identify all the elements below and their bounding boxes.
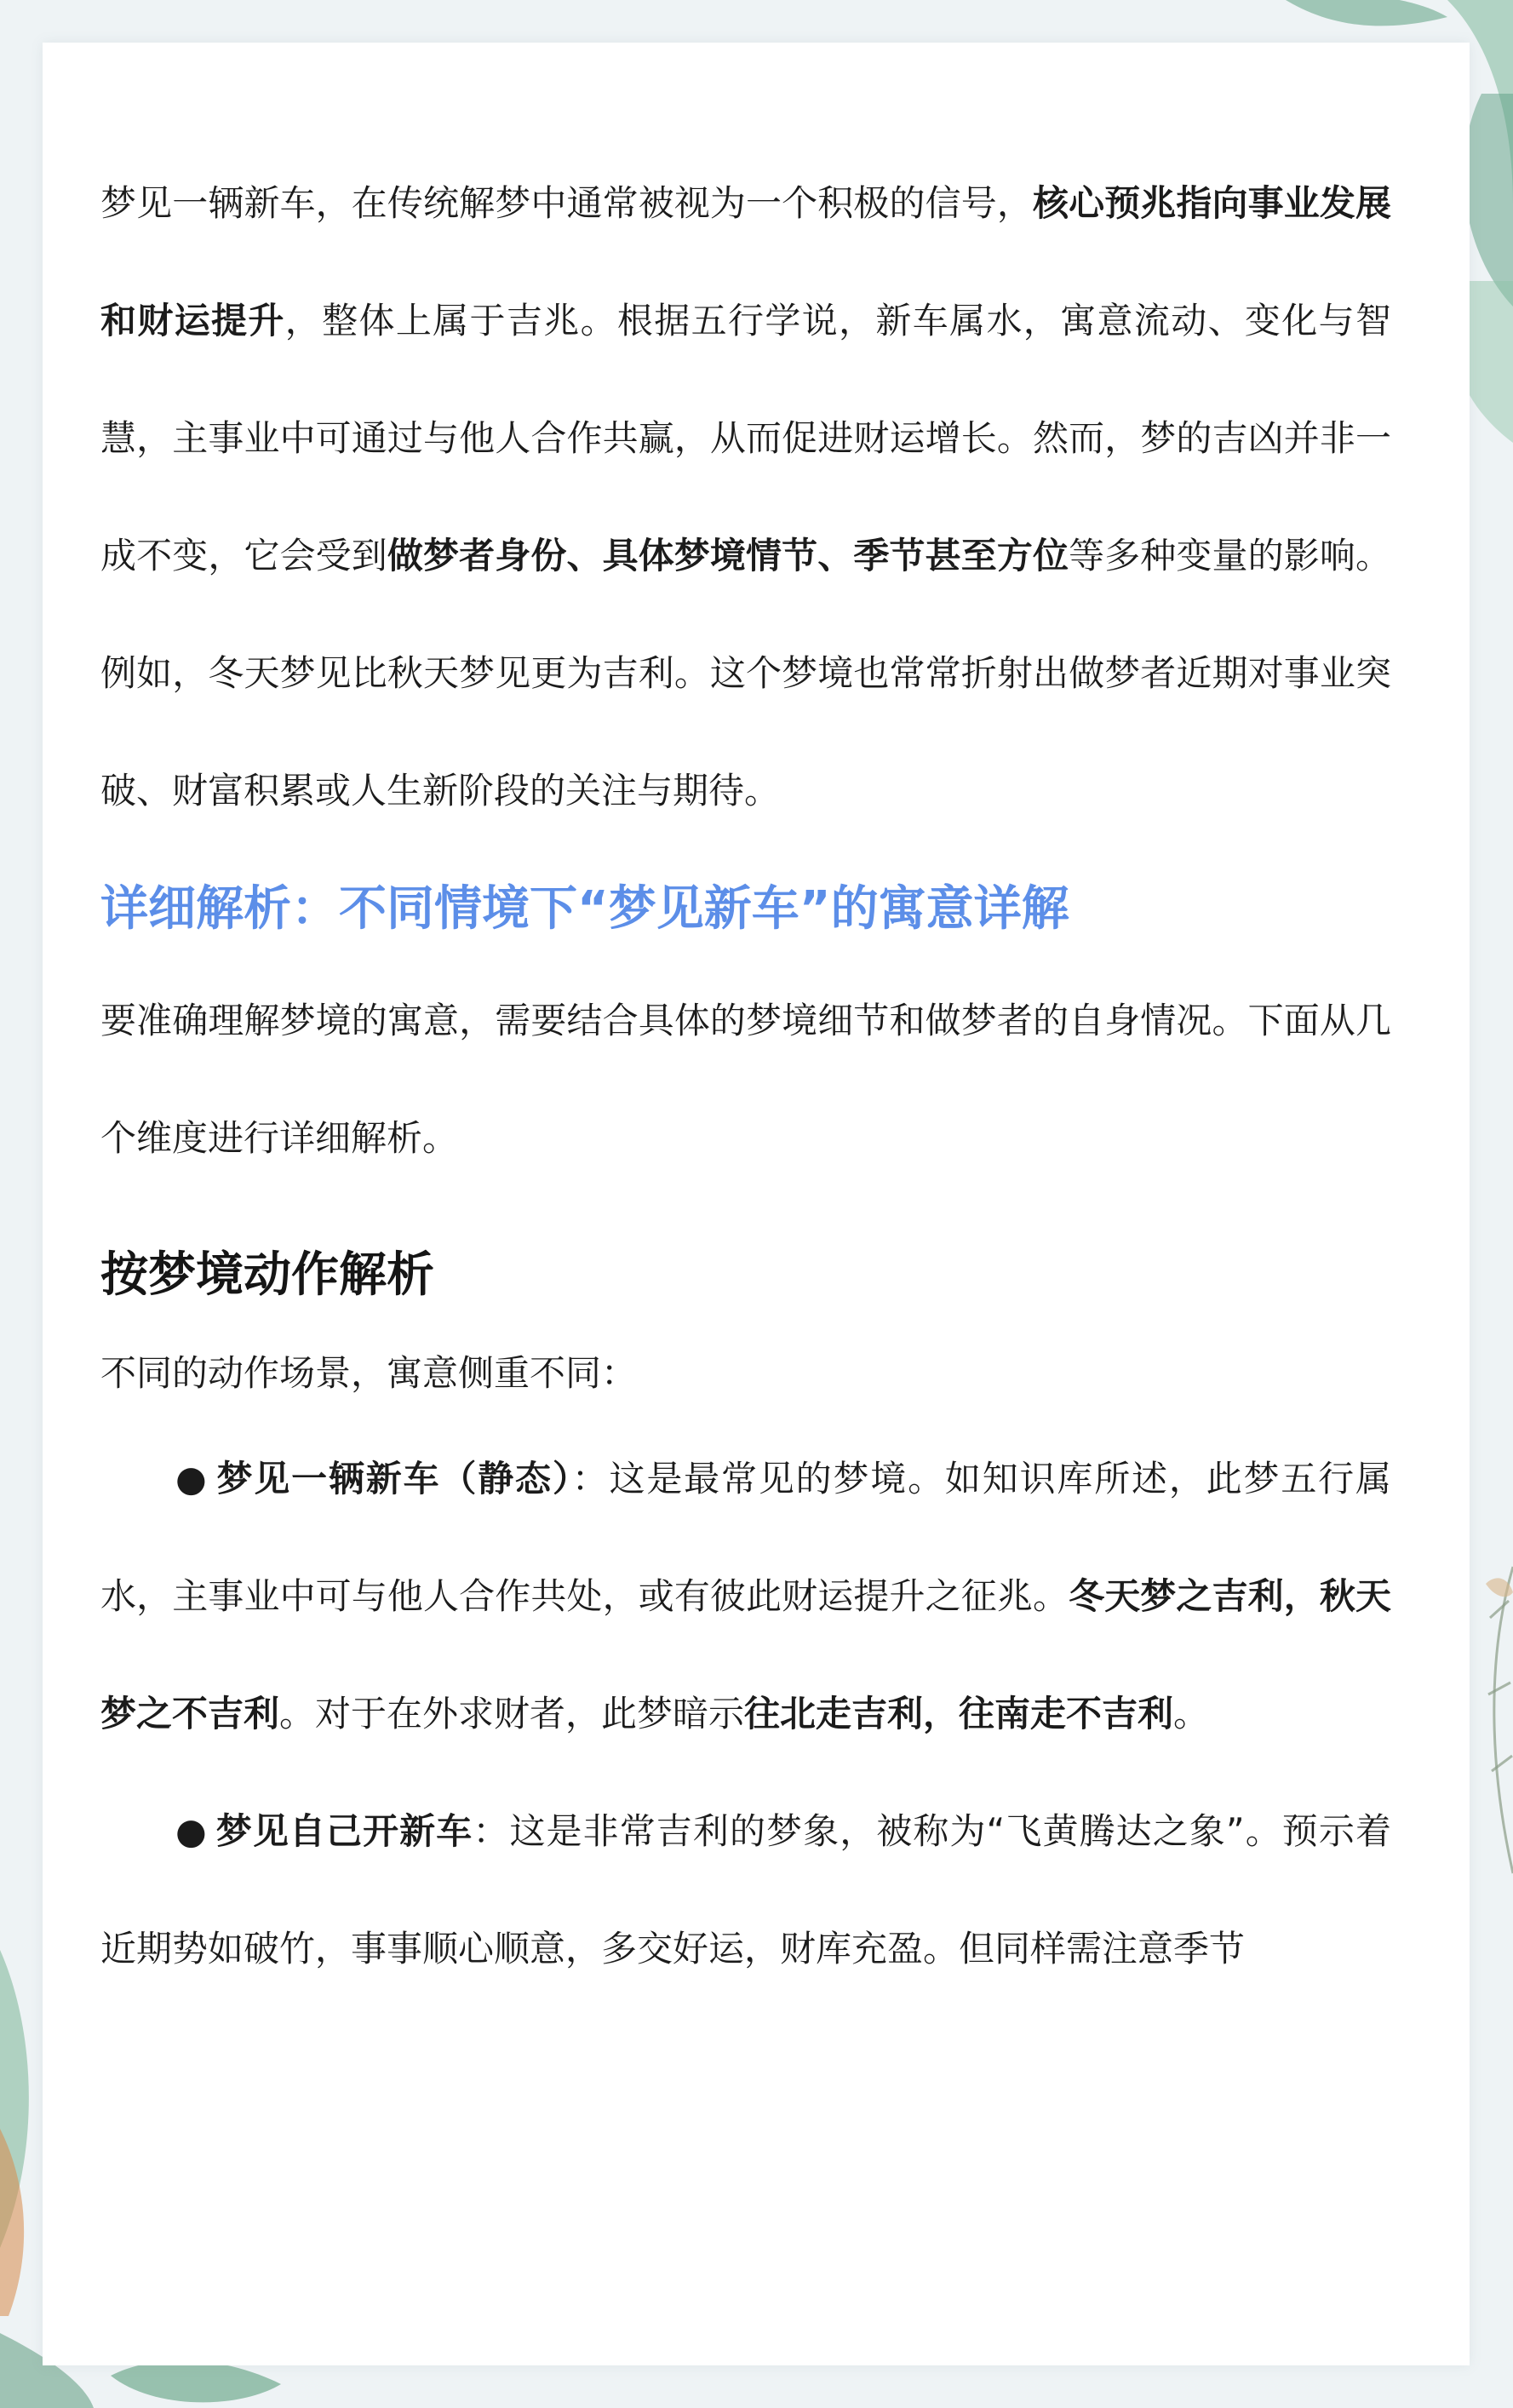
section-heading-detailed-analysis: 详细解析：不同情境下“梦见新车”的寓意详解 bbox=[100, 881, 1069, 937]
item1-text-1: 这是最常见的梦境。如知识库所述，此梦五行属水，主事业中可与他人合作共处，或有彼此财运提升之征兆。 bbox=[100, 1458, 1391, 1617]
article-card bbox=[43, 43, 1470, 2365]
item1-colon: ： bbox=[571, 1458, 610, 1499]
item2-text-1: 这是非常吉利的梦象，被称为“飞黄腾达之象”。预示着近期势如破竹，事事顺心顺意，多交好运，财库充盈。但同样需注意季节 bbox=[100, 1810, 1391, 1969]
intro-paragraph bbox=[100, 145, 1391, 850]
list-item bbox=[100, 1420, 1391, 1773]
item1-text-2: 。对于在外求财者，此梦暗示 bbox=[279, 1693, 745, 1734]
section-heading-by-action: 按梦境动作解析 bbox=[100, 1247, 434, 1303]
item2-colon: ： bbox=[473, 1810, 510, 1852]
section1-paragraph: 要准确理解梦境的寓意，需要结合具体的梦境细节和做梦者的自身情况。下面从几个维度进行详细解析。 bbox=[100, 1000, 1391, 1159]
section2-lead: 不同的动作场景，寓意侧重不同： bbox=[100, 1352, 638, 1394]
intro-bold-1: 核心预兆指向事业发展和财运提升 bbox=[100, 182, 1391, 341]
list-item bbox=[100, 1773, 1391, 2008]
item1-text-3: 。 bbox=[1173, 1693, 1210, 1734]
article-content bbox=[100, 145, 1391, 2008]
intro-text-1: 梦见一辆新车，在传统解梦中通常被视为一个积极的信号， bbox=[100, 182, 1033, 224]
item1-bold-2: 往北走吉利，往南走不吉利 bbox=[744, 1693, 1174, 1734]
intro-text-3: 等多种变量的影响。例如，冬天梦见比秋天梦见更为吉利。这个梦境也常常折射出做梦者近期对事业突破、财富积累或人生新阶段的关注与期待。 bbox=[100, 535, 1391, 811]
bullet-icon: ● bbox=[175, 1458, 207, 1499]
bullet-list bbox=[100, 1420, 1391, 2008]
bullet-icon: ● bbox=[175, 1810, 207, 1852]
item1-title: 梦见一辆新车（静态） bbox=[215, 1458, 572, 1499]
item1-bold-1: 冬天梦之吉利，秋天梦之不吉利 bbox=[100, 1575, 1391, 1734]
right-twig-icon bbox=[1486, 1567, 1513, 1873]
intro-text-2: ，整体上属于吉兆。根据五行学说，新车属水，寓意流动、变化与智慧，主事业中可通过与他人合作共赢，从而促进财运增长。然而，梦的吉凶并非一成不变，它会受到 bbox=[100, 300, 1391, 576]
intro-bold-2: 做梦者身份、具体梦境情节、季节甚至方位 bbox=[387, 535, 1069, 576]
item2-title: 梦见自己开新车 bbox=[215, 1810, 473, 1852]
